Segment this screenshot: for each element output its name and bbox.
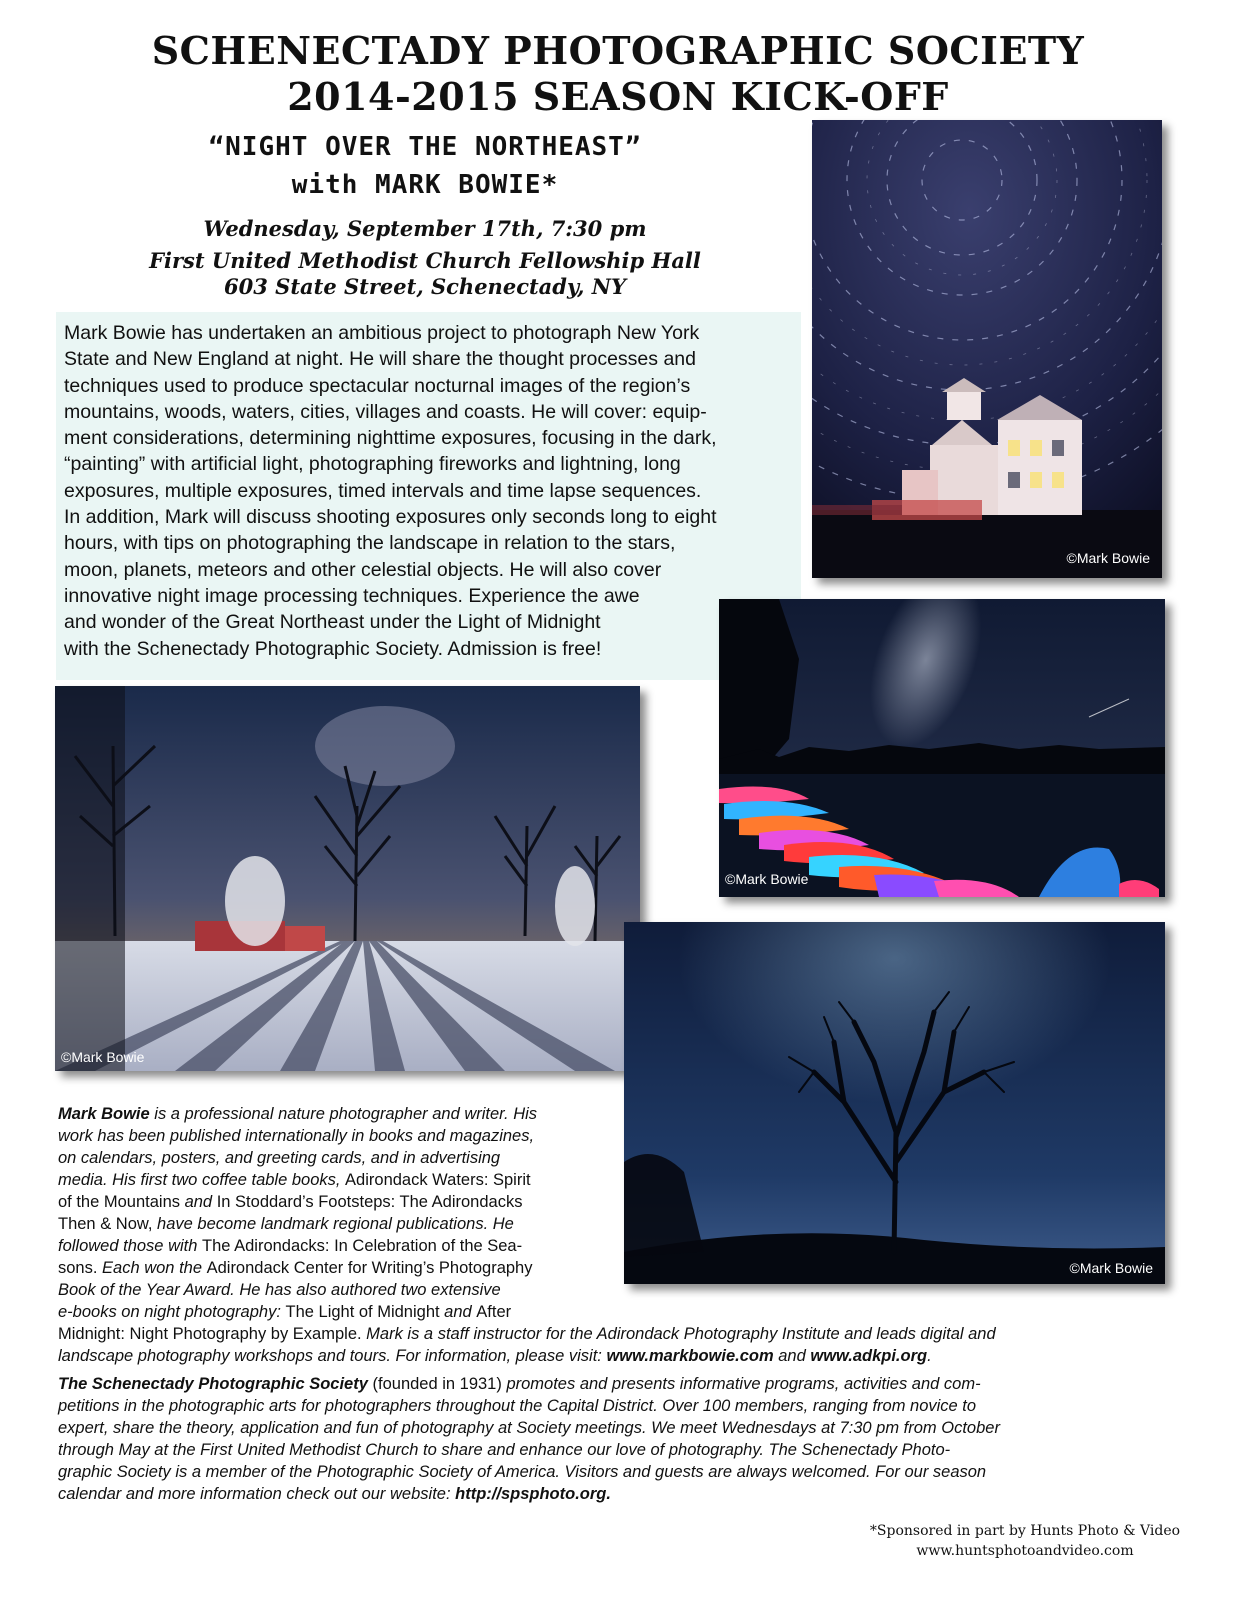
book-title: The Adirondacks: In Celebration of the Sea- [202, 1237, 523, 1255]
description-line: techniques used to produce spectacular nocturnal images of the region’s [64, 374, 691, 397]
bio-speaker-name: Mark Bowie [58, 1105, 150, 1123]
bio-line: landscape photography workshops and tours. For information, please visit: www.markbowie.com and www.adkpi.org. [58, 1347, 932, 1365]
description-line: “painting” with artificial light, photographing fireworks and lightning, long [64, 453, 681, 476]
book-title: sons. [58, 1259, 98, 1277]
photo-credit: ©Mark Bowie [1066, 550, 1150, 566]
kayaks-photo [719, 599, 1165, 897]
lighthouse-photo [812, 120, 1162, 578]
society-line: through May at the First United Methodist Church to share and enhance our love of photography. The Schenectady Photo- [58, 1441, 951, 1459]
description-line: innovative night image processing techniques. Experience the awe [64, 584, 640, 607]
book-title: Midnight: Night Photography by Example. [58, 1325, 362, 1343]
bio-line: on calendars, posters, and greeting cards, and in advertising [58, 1149, 501, 1167]
bio-line: Mark Bowie is a professional nature photographer and writer. His [58, 1105, 538, 1123]
description-text [64, 320, 799, 662]
event-address: 603 State Street, Schenectady, NY [224, 274, 626, 299]
description-line: with the Schenectady Photographic Society. Admission is free! [64, 637, 602, 660]
sponsor-website[interactable]: www.huntsphotoandvideo.com [916, 1543, 1134, 1559]
bio-line: sons. Each won the Adirondack Center for Writing’s Photography [58, 1259, 533, 1277]
award-name: Book of the Year Award [58, 1281, 231, 1299]
description-line: Mark Bowie has undertaken an ambitious project to photograph New York [64, 322, 700, 344]
description-line: ment considerations, determining nighttime exposures, focusing in the dark, [64, 427, 717, 450]
main-title: SCHENECTADY PHOTOGRAPHIC SOCIETY [151, 28, 1085, 73]
book-title: Then & Now, [58, 1215, 153, 1233]
description-line: moon, planets, meteors and other celestial objects. He will also cover [64, 558, 662, 581]
society-website-link[interactable]: http://spsphoto.org. [455, 1485, 611, 1503]
winter-trees-photo [55, 686, 640, 1071]
description-line: exposures, multiple exposures, timed intervals and time lapse sequences. [64, 479, 702, 502]
bio-line: followed those with The Adirondacks: In Celebration of the Sea- [58, 1237, 523, 1255]
speaker-bio [58, 1103, 1188, 1367]
speaker-line: with MARK BOWIE* [291, 170, 559, 200]
lighthouse-image [812, 120, 1162, 578]
adkpi-link[interactable]: www.adkpi.org [810, 1347, 928, 1365]
description-line: mountains, woods, waters, cities, villages and coasts. He will cover: equip- [64, 400, 707, 423]
talk-title: “NIGHT OVER THE NORTHEAST” [208, 132, 642, 162]
photo-credit: ©Mark Bowie [725, 871, 809, 887]
winter-trees-image [55, 686, 640, 1071]
book-title: After [476, 1303, 512, 1321]
bio-line: work has been published internationally in books and magazines, [58, 1127, 535, 1145]
book-title: of the Mountains [58, 1193, 180, 1211]
description-line: and wonder of the Great Northeast under the Light of Midnight [64, 611, 601, 634]
bio-line: Book of the Year Award. He has also authored two extensive [58, 1281, 501, 1299]
description-line: State and New England at night. He will share the thought processes and [64, 348, 696, 371]
photo-credit: ©Mark Bowie [61, 1049, 145, 1065]
markbowie-link[interactable]: www.markbowie.com [606, 1347, 774, 1365]
event-venue: First United Methodist Church Fellowship Hall [149, 248, 701, 273]
season-title: 2014-2015 SEASON KICK-OFF [287, 74, 949, 119]
bio-line: Midnight: Night Photography by Example. Mark is a staff instructor for the Adirondack Photography Institute and leads digital and [58, 1325, 996, 1343]
bio-line: e-books on night photography: The Light of Midnight and After [58, 1303, 512, 1321]
society-info [58, 1373, 1188, 1505]
description-line: In addition, Mark will discuss shooting exposures only seconds long to eight [64, 506, 717, 529]
society-line: expert, share the theory, application and fun of photography at Society meetings. We meet Wednesdays at 7:30 pm from October [58, 1419, 1000, 1437]
bio-line: of the Mountains and In Stoddard’s Footsteps: The Adirondacks [58, 1193, 523, 1211]
award-name: Adirondack Center for Writing’s Photography [206, 1259, 533, 1277]
book-title: In Stoddard’s Footsteps: The Adirondacks [216, 1193, 523, 1211]
society-line: The Schenectady Photographic Society (founded in 1931) promotes and presents informative programs, activities and com- [58, 1375, 981, 1393]
description-line: hours, with tips on photographing the landscape in relation to the stars, [64, 532, 676, 555]
book-title: The Light of Midnight [285, 1303, 440, 1321]
bio-line: Then & Now, have become landmark regional publications. He [58, 1215, 514, 1233]
sponsor-note: *Sponsored in part by Hunts Photo & Video [869, 1523, 1181, 1539]
photo-credit: ©Mark Bowie [1069, 1260, 1153, 1276]
bio-line: media. His first two coffee table books, Adirondack Waters: Spirit [58, 1171, 531, 1189]
kayaks-image [719, 599, 1165, 897]
society-line: petitions in the photographic arts for photographers throughout the Capital District. Over 100 members, ranging from novice to [58, 1397, 977, 1415]
society-line: graphic Society is a member of the Photographic Society of America. Visitors and guests are always welcomed. For our season [58, 1463, 987, 1481]
society-name: The Schenectady Photographic Society [58, 1375, 368, 1393]
society-line: calendar and more information check out our website: http://spsphoto.org. [58, 1485, 611, 1503]
book-title: Adirondack Waters: Spirit [345, 1171, 531, 1189]
event-date-time: Wednesday, September 17th, 7:30 pm [203, 216, 647, 241]
